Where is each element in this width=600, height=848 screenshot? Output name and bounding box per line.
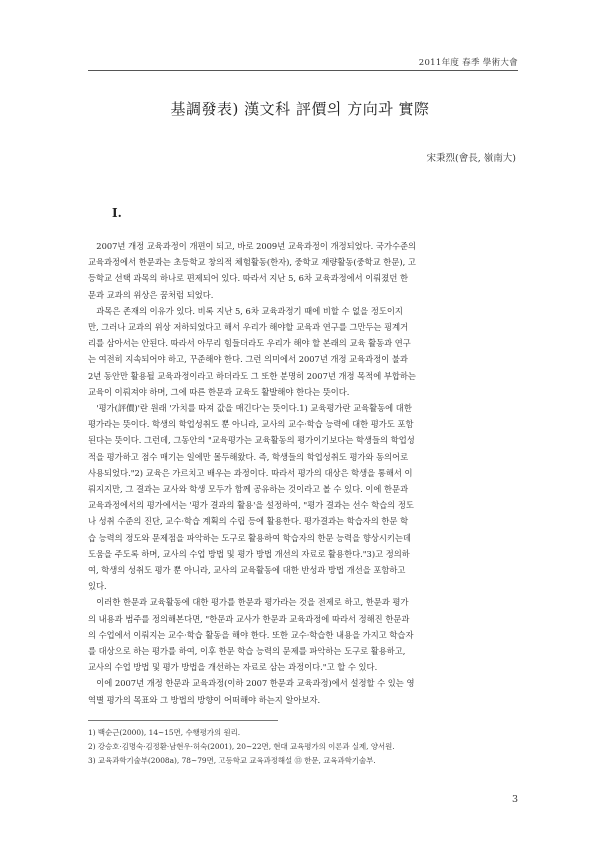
text-line: 교육과정에서 한문과는 초등학교 창의적 체험활동(한자), 중학교 재량활동(중학교 한문), 고 [88, 257, 416, 268]
text-line: 2007년 개정 교육과정이 개편이 되고, 바로 2009년 교육과정이 개정되었다. 국가수준의 [96, 241, 416, 251]
text-line: 는 여전히 지속되어야 하고, 꾸준해야 한다. 그런 의미에서 2007년 개정 교육과정이 불과 [88, 354, 408, 365]
text-line: 등학교 선택 과목의 하나로 편제되어 있다. 따라서 지난 5, 6차 교육과정에서 이뤄졌던 한 [88, 273, 408, 284]
text-line: 있다. [88, 581, 107, 592]
footnotes [88, 726, 518, 768]
footnote: 2) 강승호·김명숙·김정환·남현우·허숙(2001), 20~22면, 현대 교육평가의 이론과 실제, 양서원. [88, 742, 395, 751]
text-line: 도움을 주도록 하며, 교사의 수업 방법 및 평가 방법 개선의 자료로 활용한다."3)고 정의하 [88, 548, 410, 559]
text-line: 역별 평가의 목표와 그 방법의 방향이 어떠해야 하는지 알아보자. [88, 694, 321, 705]
text-line: 적을 평가하고 점수 매기는 일에만 몰두해왔다. 즉, 학생들의 학업성취도 평가와 동의어로 [88, 451, 409, 462]
text-line: 여, 학생의 성취도 평가 뿐 아니라, 교사의 교육활동에 대한 반성과 방법 개선을 포함하고 [88, 565, 406, 576]
author-line: 宋秉烈(會長, 嶺南大) [426, 153, 516, 164]
page-number: 3 [511, 794, 518, 805]
running-header: 2011年度 春季 學術大會 [418, 58, 518, 68]
text-line: 평가라는 뜻이다. 학생의 학업성취도 뿐 아니라, 교사의 교수·학습 능력에 대한 평가도 포함 [88, 419, 414, 430]
text-line: 뤄지지만, 그 결과는 교사와 학생 모두가 함께 공유하는 것이라고 볼 수 있다. 이에 한문과 [88, 484, 409, 495]
footnote: 1) 백순근(2000), 14~15면, 수행평가의 원리. [88, 728, 241, 737]
text-line: 습 능력의 정도와 문제점을 파악하는 도구로 활용하여 학습자의 한문 능력을 향상시키는데 [88, 532, 411, 543]
text-line: 의 수업에서 이뤄지는 교수·학습 활동을 해야 한다. 또한 교수·학습한 내용을 가지고 학습자 [88, 629, 414, 640]
text-line: 교사의 수업 방법 및 평가 방법을 개선하는 자료로 삼는 과정이다."고 할 수 있다. [88, 662, 378, 673]
header-divider [88, 70, 518, 71]
text-line: 2년 동안만 활용될 교육과정이라고 하더라도 그 또한 분명히 2007년 개정 목적에 부합하는 [88, 370, 416, 381]
text-line: 문과 교과의 위상은 꿈처럼 되었다. [88, 289, 214, 300]
text-line: 과목은 존재의 이유가 있다. 비록 지난 5, 6차 교육과정기 때에 비할 수 없을 정도이지 [96, 305, 403, 316]
text-line: 사용되었다."2) 교육은 가르치고 배우는 과정이다. 따라서 평가의 대상은 학생을 통해서 이 [88, 467, 413, 478]
section-heading: Ⅰ. [112, 206, 122, 220]
text-line: 이에 2007년 개정 한문과 교육과정(이하 2007 한문과 교육과정)에서 설정할 수 있는 영 [96, 678, 415, 689]
text-line: '평가(評價)'란 원래 '가치를 따져 값을 매긴다'는 뜻이다.1) 교육평가란 교육활동에 대한 [96, 403, 412, 414]
text-line: 리를 삼아서는 안된다. 따라서 아무리 힘들더라도 우리가 해야 할 본래의 교육 활동과 연구 [88, 338, 411, 349]
footnote: 3) 교육과학기술부(2008a), 78~79면, 고등학교 교육과정해설 ⑬ 한문, 교육과학기술부. [88, 756, 376, 765]
text-line: 교육이 이뤄져야 하며, 그에 따른 한문과 교육도 활발해야 한다는 뜻이다. [88, 386, 350, 397]
text-line: 교육과정에서의 평가에서는 '평가 결과의 활용'을 설정하여, "평가 결과는 선수 학습의 정도 [88, 500, 414, 511]
text-line: 된다는 뜻이다. 그런데, 그동안의 "교육평가는 교육활동의 평가이기보다는 학생들의 학업성 [88, 435, 415, 446]
text-line: 만, 그러나 교과의 위상 저하되었다고 해서 우리가 해야할 교육과 연구를 그만두는 핑계거 [88, 322, 409, 333]
text-line: 를 대상으로 하는 평가를 하여, 이후 한문 학습 능력의 문제를 파악하는 도구로 활용하고, [88, 646, 406, 657]
page-title: 基調發表) 漢文科 評價의 方向과 實際 [170, 100, 430, 118]
text-line: 이러한 한문과 교육활동에 대한 평가를 한문과 평가라는 것을 전제로 하고, 한문과 평가 [96, 597, 409, 608]
text-line: 나 성취 수준의 진단, 교수·학습 계획의 수립 등에 활용한다. 평가결과는 학습자의 한문 학 [88, 516, 409, 527]
text-line: 의 내용과 범주를 정의해본다면, "한문과 교사가 한문과 교육과정에 따라서 정해진 한문과 [88, 613, 410, 624]
footnote-divider [88, 720, 278, 721]
body-text [88, 238, 514, 708]
